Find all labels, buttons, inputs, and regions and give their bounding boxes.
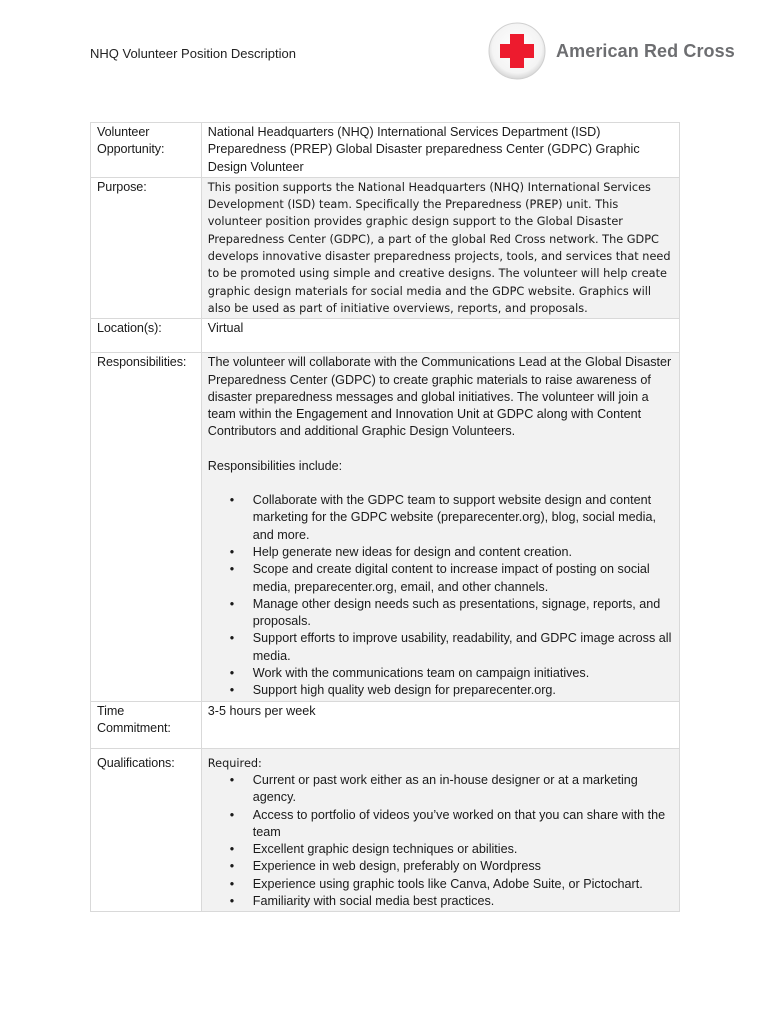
list-item: • Current or past work either as an in-house designer or at a marketing agency. <box>253 772 673 807</box>
table-row-time-commitment <box>91 701 680 748</box>
responsibilities-value <box>201 353 679 701</box>
opportunity-value: National Headquarters (NHQ) International Services Department (ISD) Preparedness (PREP) Global Disaster preparedness Center (GDPC) Graphic Design Volunteer <box>201 123 679 178</box>
opportunity-label-line1: Volunteer <box>97 125 150 139</box>
red-cross-logo <box>488 22 735 80</box>
opportunity-label <box>91 123 202 178</box>
list-item: • Support high quality web design for preparecenter.org. <box>253 682 673 699</box>
list-item: • Manage other design needs such as presentations, signage, reports, and proposals. <box>253 596 673 631</box>
responsibilities-intro: The volunteer will collaborate with the Communications Lead at the Global Disaster Preparedness Center (GDPC) to create graphic materials to raise awareness of disaster preparedness messages and global initiatives. The volunteer will join a team within the Engagement and Innovation Unit at GDPC along with Content Contributors and additional Graphic Design Volunteers. <box>207 355 672 439</box>
table-row-purpose <box>91 177 680 318</box>
list-item: • Experience in web design, preferably on Wordpress <box>253 858 673 875</box>
table-row-responsibilities <box>91 353 680 701</box>
table-row-opportunity <box>91 123 680 178</box>
qualifications-required-heading: Required: <box>207 756 262 770</box>
qualifications-label: Qualifications: <box>91 748 202 912</box>
list-item: • Collaborate with the GDPC team to support website design and content marketing for the GDPC website (preparecenter.org), blog, social media, and more. <box>253 492 673 544</box>
table-row-qualifications <box>91 748 680 912</box>
time-label-line2: Commitment: <box>97 720 171 735</box>
document-header-title: NHQ Volunteer Position Description <box>90 46 296 61</box>
list-item: • Scope and create digital content to increase impact of posting on social media, preparecenter.org, email, and other channels. <box>253 561 673 596</box>
responsibilities-list-heading: Responsibilities include: <box>207 458 343 473</box>
qualifications-value <box>201 748 679 912</box>
responsibilities-list <box>208 492 673 700</box>
qualifications-list <box>208 772 673 910</box>
list-item: • Access to portfolio of videos you’ve worked on that you can share with the team <box>253 807 673 842</box>
list-item: • Work with the communications team on campaign initiatives. <box>253 665 673 682</box>
red-cross-emblem-icon <box>488 22 546 80</box>
location-value: Virtual <box>201 319 679 353</box>
time-commitment-value: 3-5 hours per week <box>201 701 679 748</box>
position-description-table <box>90 122 680 912</box>
purpose-label: Purpose: <box>91 177 202 318</box>
location-label: Location(s): <box>91 319 202 353</box>
logo-wordmark: American Red Cross <box>556 40 735 61</box>
list-item: • Help generate new ideas for design and content creation. <box>253 544 673 561</box>
list-item: • Support efforts to improve usability, readability, and GDPC image across all media. <box>253 630 673 665</box>
time-commitment-label <box>91 701 202 748</box>
list-item: • Excellent graphic design techniques or abilities. <box>253 841 673 858</box>
time-label-line1: Time <box>97 703 125 718</box>
opportunity-label-line2: Opportunity: <box>97 142 165 157</box>
list-item: • Familiarity with social media best practices. <box>253 893 673 910</box>
list-item: • Experience using graphic tools like Canva, Adobe Suite, or Pictochart. <box>253 876 673 893</box>
responsibilities-label: Responsibilities: <box>91 353 202 701</box>
table-row-location <box>91 319 680 353</box>
purpose-value: This position supports the National Headquarters (NHQ) International Services Development (ISD) team. Specifically the Preparedness (PREP) unit. This volunteer position provides graphic design support to the Global Disaster Preparedness Center (GDPC), a part of the global Red Cross network. The GDPC develops innovative disaster preparedness projects, tools, and services that need to be promoted using simple and creative designs. The volunteer will help create graphic design materials for social media and the GDPC website. Graphics will also be used as part of initiative overviews, reports, and proposals. <box>201 177 679 318</box>
